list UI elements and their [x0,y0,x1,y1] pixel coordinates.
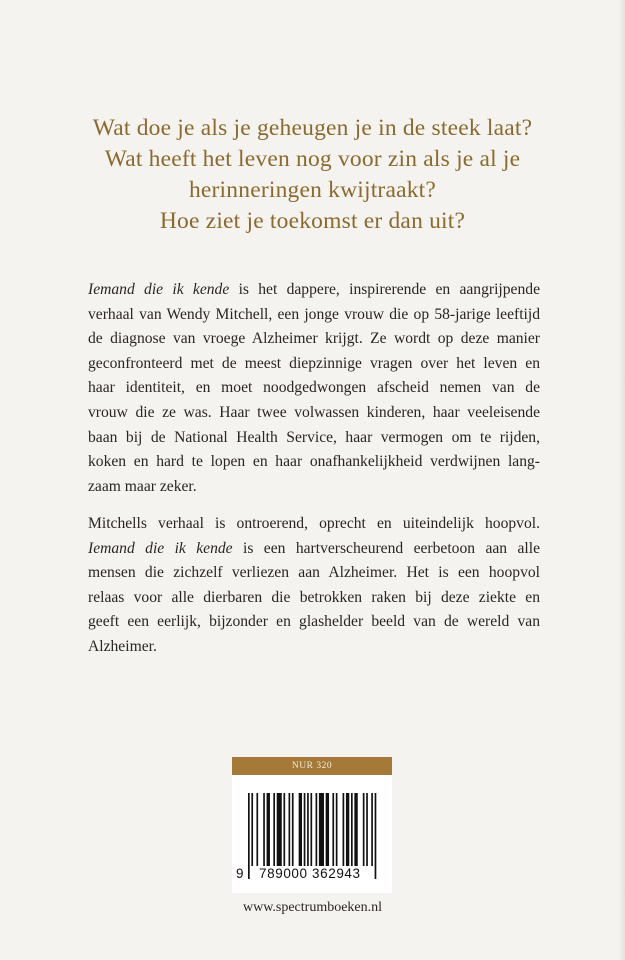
line-text: haar identiteit, en moet noodgedwongen afscheid nemen van de [88,379,540,397]
text-line [88,512,540,537]
line-text: is het dappere, inspirerende en aangrijpende [229,281,540,298]
line-text: verhaal van Wendy Mitchell, een jonge vrouw die op 58-jarige leeftijd [88,305,540,323]
nur-code-band: NUR 320 [232,757,392,775]
line-text: geconfronteerd met de meest diepzinnige vragen over het leven en [88,354,540,372]
barcode-bar [248,793,250,879]
barcode-bar [316,793,318,866]
barcode-bar [267,793,270,866]
barcode-bar [292,793,294,866]
line-text: geeft een eerlijk, bijzonder en glashelder beeld van de wereld van [88,613,540,631]
barcode-bar [371,793,373,866]
line-text: mensen die zichzelf verliezen aan Alzheimer. Het is een hoopvol [88,564,540,582]
question-line: Wat doe je als je geheugen je in de steek laat? [92,115,533,141]
line-text: Mitchells verhaal is ontroerend, oprecht en uiteindelijk hoopvol. [88,515,540,532]
barcode-bar [336,793,338,866]
text-line [88,303,540,328]
text-line [88,561,540,586]
text-line [88,278,540,303]
line-text: de diagnose van vroege Alzheimer krijgt. Ze wordt op deze manier [88,330,540,348]
question-line: Wat heeft het leven nog voor zin als je al je [104,146,521,172]
text-line [88,475,540,500]
barcode-bar [283,793,285,866]
line-text: koken en hard te lopen en haar onafhankelijkheid verdwijnen lang- [88,453,540,471]
text-line [88,537,540,562]
isbn-first-digit: 9 [236,866,244,881]
barcode-bar [326,793,329,866]
line-text: relaas voor alle dierbaren die betrokken raken bij deze ziekte en [88,588,540,606]
blurb-paragraph-1 [88,278,540,499]
book-title-italic: Iemand die ik kende [88,281,230,298]
question-line: herinneringen kwijtraakt? [188,177,437,203]
text-line [88,327,540,352]
barcode-bar [299,793,302,866]
text-line [88,610,540,635]
text-line [88,376,540,401]
barcode-bar [263,793,265,866]
barcode-bar [354,793,357,866]
cover-edge-shadow [619,0,625,960]
text-line [88,635,540,660]
text-line [88,352,540,377]
line-text: vrouw die ze was. Haar twee volwassen kinderen, haar veeleisende [88,403,540,421]
tagline-questions [60,113,565,237]
barcode-bar [277,793,282,866]
barcode-bar [346,793,349,866]
barcode-bar [289,793,291,866]
barcode-bar [273,793,275,866]
text-line [88,586,540,611]
book-title-italic: Iemand die ik kende [88,539,233,557]
barcode-bar [343,793,345,866]
barcode-bar [363,793,365,866]
line-text: baan bij de National Health Service, haar vermogen om te rijden, [88,428,540,446]
text-line [88,401,540,426]
barcode-bar [256,793,258,866]
barcode-bar [319,793,324,866]
barcode-bar [251,793,253,866]
isbn-number [258,866,388,881]
barcode-bar [304,793,306,866]
line-text: Alzheimer. [88,637,157,655]
text-line [88,450,540,475]
line-text: is een hartverscheurend eerbetoon aan alle [232,539,540,557]
barcode-bar [307,793,309,866]
blurb-paragraph-2 [88,512,540,660]
barcode-bar [332,793,334,866]
question-line: Hoe ziet je toekomst er dan uit? [159,208,466,234]
line-text: zaam maar zeker. [88,477,197,495]
isbn-digits: 789000 362943 [259,866,361,881]
text-line [88,426,540,451]
publisher-website: www.spectrumboeken.nl [242,900,383,915]
barcode-bar [351,793,353,866]
barcode-bar [366,793,368,866]
